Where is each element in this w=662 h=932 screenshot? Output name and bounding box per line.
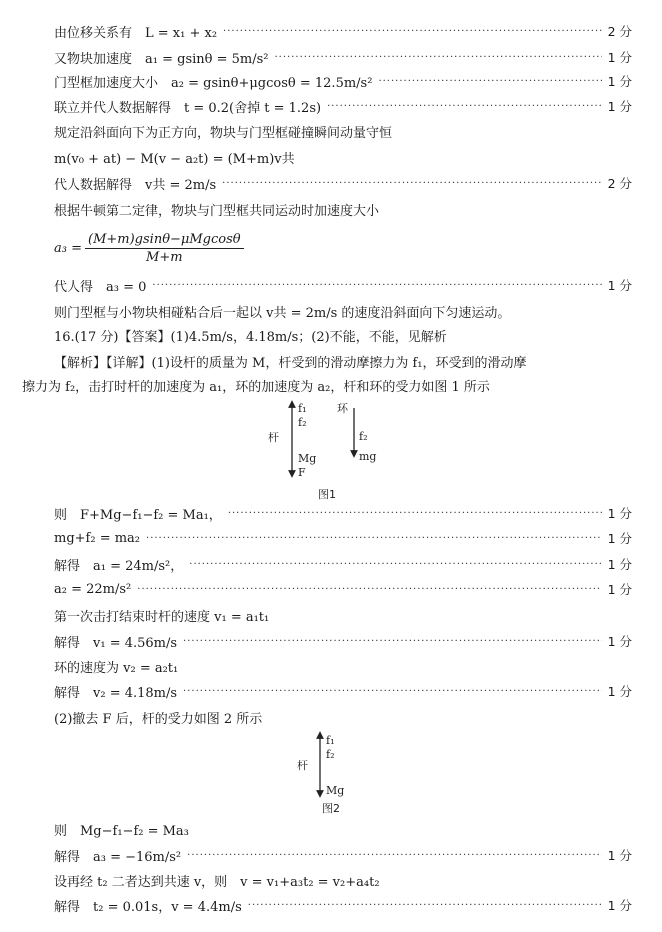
label-ring: 环 [337, 402, 348, 415]
dot-leader [222, 178, 601, 189]
line-rod-decel [54, 818, 632, 840]
line-text: m(v₀ + at) − M(v − a₂t) = (M+m)v共 [54, 151, 295, 167]
line-frame-accel [54, 70, 632, 92]
score: 1 分 [607, 99, 632, 114]
accel-fraction [54, 228, 244, 268]
figure-1 [262, 398, 392, 486]
line-text: 解得 a₃ = −16m/s² [54, 849, 182, 865]
dot-leader [189, 559, 601, 570]
line-v2-val [54, 680, 632, 702]
label-rod: 杆 [268, 431, 279, 444]
line-common-v-eq [54, 869, 632, 891]
line-text: 又物块加速度 a₁ = gsinθ = 5m/s² [54, 51, 269, 67]
score: 1 分 [607, 50, 632, 65]
ring-force-diagram [337, 402, 376, 463]
line-momentum-intro [54, 120, 632, 142]
line-rod-newton [54, 502, 632, 524]
line-text: 代人得 a₃ = 0 [54, 279, 147, 295]
line-text: mg+f₂ = ma₂ [54, 530, 141, 546]
line-text: 联立并代人数据解得 t = 0.2(舍掉 t = 1.2s) [54, 100, 322, 116]
line-text: 解得 v₂ = 4.18m/s [54, 685, 178, 701]
score: 2 分 [607, 24, 632, 39]
line-displacement [54, 20, 632, 42]
line-uniform-motion [54, 300, 632, 322]
line-solve-t [54, 95, 632, 117]
fraction-lhs: a₃ = [54, 240, 82, 256]
line-a3-val [54, 844, 632, 866]
figure-2 [295, 730, 365, 802]
line-text: 16.(17 分)【答案】(1)4.5m/s，4.18m/s；(2)不能，不能，见解析 [54, 329, 447, 345]
line-text: 【解析】【详解】(1)设杆的质量为 M，杆受到的滑动摩擦力为 f₁，环受到的滑动摩 [54, 355, 527, 371]
rod-force-diagram [268, 402, 316, 479]
score: 1 分 [607, 506, 632, 521]
line-text: 代人数据解得 v共 = 2m/s [54, 177, 217, 193]
line-newton-intro [54, 198, 632, 220]
dot-leader [187, 850, 601, 861]
line-analysis-1 [54, 350, 632, 372]
label-Mg: Mg [298, 452, 317, 465]
score: 1 分 [607, 531, 632, 546]
line-text: 解得 a₁ = 24m/s²， [54, 558, 184, 574]
dot-leader [183, 686, 602, 697]
dot-leader [228, 508, 602, 519]
line-analysis-2 [22, 374, 632, 396]
line-a2 [54, 578, 632, 600]
score: 1 分 [607, 898, 632, 913]
label-f1: f₁ [326, 734, 335, 747]
score: 1 分 [607, 557, 632, 572]
line-text: 环的速度为 v₂ = a₂t₁ [54, 660, 179, 676]
score: 1 分 [607, 582, 632, 597]
label-f2: f₂ [326, 748, 335, 761]
line-ring-newton [54, 527, 632, 549]
line-v2-def [54, 655, 632, 677]
score: 1 分 [607, 634, 632, 649]
line-text: 则门型框与小物块相碰粘合后一起以 v共 = 2m/s 的速度沿斜面向下匀速运动。 [54, 305, 511, 321]
dot-leader [223, 26, 602, 37]
label-mg: mg [359, 450, 377, 463]
line-text: 门型框加速度大小 a₂ = gsinθ+μgcosθ = 12.5m/s² [54, 75, 373, 91]
line-block-accel [54, 46, 632, 68]
score: 1 分 [607, 848, 632, 863]
score: 1 分 [607, 684, 632, 699]
line-text: 解得 t₂ = 0.01s，v = 4.4m/s [54, 899, 242, 915]
dot-leader [327, 101, 602, 112]
fraction-numerator: (M+m)gsinθ−μMgcosθ [85, 232, 244, 249]
score: 2 分 [607, 176, 632, 191]
line-text: 由位移关系有 L = x₁ + x₂ [54, 25, 218, 41]
line-text: 设再经 t₂ 二者达到共速 v，则 v = v₁+a₃t₂ = v₂+a₄t₂ [54, 874, 380, 890]
label-F: F [298, 466, 306, 479]
dot-leader [152, 280, 601, 291]
fraction-denominator: M+m [146, 249, 183, 265]
score: 1 分 [607, 74, 632, 89]
figure-1-caption: 图1 [318, 488, 336, 501]
line-v1-val [54, 630, 632, 652]
line-part2-intro [54, 706, 632, 728]
line-q16-answer [54, 324, 632, 346]
label-rod: 杆 [297, 759, 308, 772]
dot-leader [183, 636, 602, 647]
dot-leader [137, 584, 601, 595]
score: 1 分 [607, 278, 632, 293]
dot-leader [275, 52, 602, 63]
line-text: 则 Mg−f₁−f₂ = Ma₃ [54, 823, 189, 839]
line-momentum-eq [54, 146, 632, 168]
figure-2-caption: 图2 [322, 802, 340, 815]
line-text: 第一次击打结束时杆的速度 v₁ = a₁t₁ [54, 609, 270, 625]
dot-leader [146, 533, 602, 544]
dot-leader [248, 900, 602, 911]
line-a1 [54, 553, 632, 575]
line-text: 规定沿斜面向下为正方向，物块与门型框碰撞瞬间动量守恒 [54, 125, 393, 141]
line-text: a₂ = 22m/s² [54, 581, 132, 597]
label-f1: f₁ [298, 402, 307, 415]
line-text: (2)撤去 F 后，杆的受力如图 2 所示 [54, 711, 263, 727]
line-v1-def [54, 604, 632, 626]
line-t2-v [54, 894, 632, 916]
line-text: 根据牛顿第二定律，物块与门型框共同运动时加速度大小 [54, 203, 380, 219]
line-v-common [54, 172, 632, 194]
line-text: 解得 v₁ = 4.56m/s [54, 635, 178, 651]
label-f2: f₂ [298, 416, 307, 429]
line-a3-zero [54, 274, 632, 296]
line-text: 擦力为 f₂，击打时杆的加速度为 a₁，环的加速度为 a₂，杆和环的受力如图 1 所示 [22, 379, 490, 395]
label-f2-ring: f₂ [359, 430, 368, 443]
line-text: 则 F+Mg−f₁−f₂ = Ma₁， [54, 507, 222, 523]
dot-leader [378, 76, 601, 87]
label-Mg: Mg [326, 784, 345, 797]
